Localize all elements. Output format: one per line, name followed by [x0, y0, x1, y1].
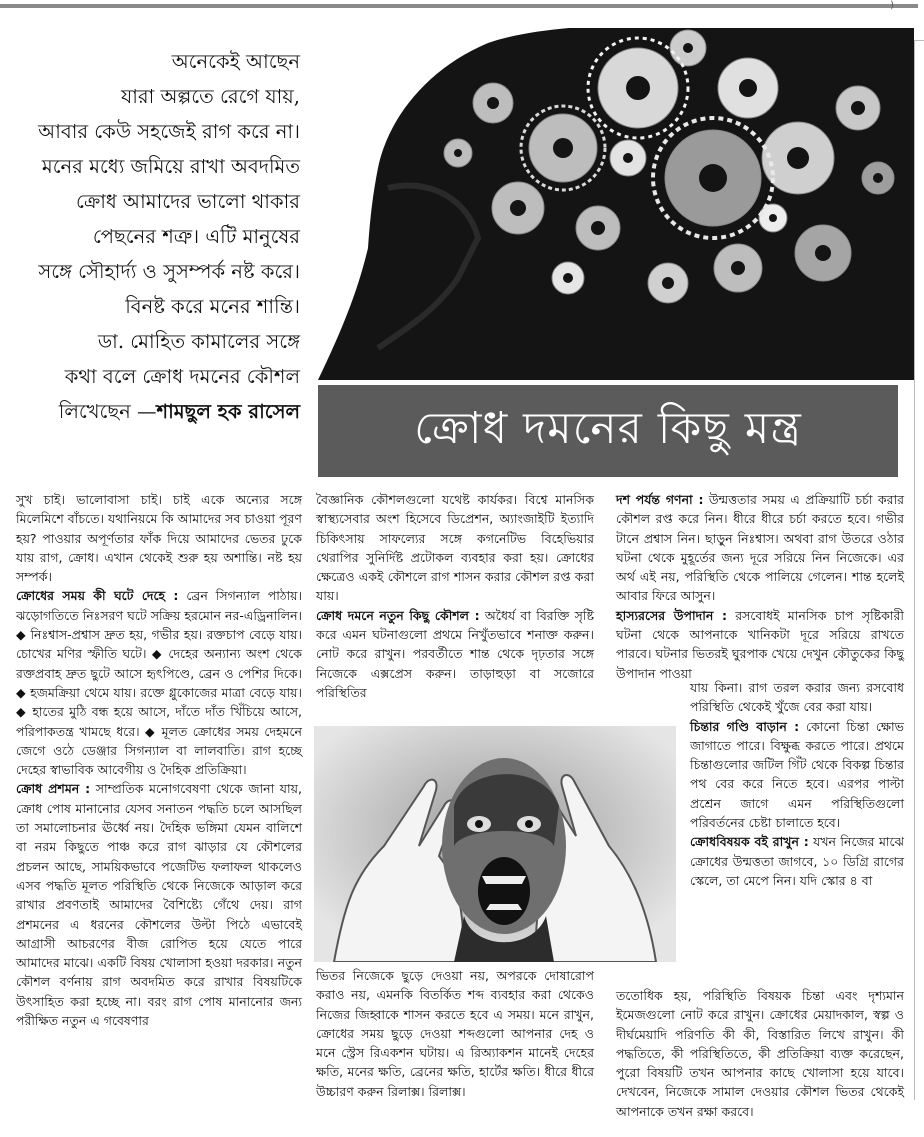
paragraph-text: ব্রেন সিগন্যাল পাঠায়। ঝড়োগতিতে নিঃসরণ ঘটে সক্রিয় হরমোন নর-এড্রিনালিন। ◆ নিঃশ্বাস-প্রশ্বাস দ্রুত হয়, গভীর হয়। রক্তচাপ বেড়ে যায়। চোখের মণির স্ফীতি ঘটে। ◆ দেহের অন্যান্য অংশ থেকে রক্তপ্রবাহ দ্রুত ছুটে আসে হৃৎপিণ্ডে, ব্রেন ও পেশির দিকে। ◆ হজমক্রিয়া থেমে যায়। রক্তে গ্লুকোজের মাত্রা বেড়ে যায়। ◆ হাতের মুঠি বন্ধ হয়ে আসে, দাঁতে দাঁত খিঁচিয়ে আসে, পরিপাকতন্ত্র খামছে ধরে। ◆ মূলত ক্রোধের সময় দেহমনে জেগে ওঠে ডেঞ্জার সিগন্যাল বা লালবাতি। রাগ হচ্ছে দেহের স্বাভাবিক আবেগীয় ও দৈহিক প্রতিক্রিয়া।: [16, 588, 302, 778]
paragraph: [690, 832, 904, 890]
subheading: ক্রোধের সময় কী ঘটে দেহে :: [16, 588, 179, 604]
byline: [18, 394, 300, 429]
paragraph: [690, 717, 904, 833]
paragraph-text: রসবোধই মানসিক চাপ সৃষ্টিকারী ঘটনা থেকে আপনাকে খানিকটা দূরে সরিয়ে রাখতে পারবে। ঘটনার ভিতরই ঘুরপাক খেয়ে দেখুন কৌতুকের কিছু উপাদান পাওয়া: [616, 607, 904, 681]
byline-prefix: লিখেছেন —: [58, 400, 157, 423]
subheading: ক্রোধ দমনে নতুন কিছু কৌশল :: [316, 607, 480, 623]
article-column-2-continued: [316, 966, 594, 1101]
paragraph-text: সাম্প্রতিক মনোগবেষণা থেকে জানা যায়, ক্রোধ পোষ মানানোর যেসব সনাতন পদ্ধতি চলে আসছিল তা সমালোচনার ঊর্ধ্বে নয়। দৈহিক ভঙ্গিমা যেমন বালিশে বা নরম কিছুতে পাঞ্চ করে রাগ ঝাড়ার যে কৌশলের প্রচলন আছে, সাময়িকভাবে পজেটিভ ফলাফল থাকলেও এসব পদ্ধতি মূলত পরিস্থিতি থেকে নিজেকে আড়াল করে রাখার প্রবণতাই আমাদের বৈশিষ্ট্যে গেঁথে দেয়। রাগ প্রশমনের এ ধরনের কৌশলের উল্টা পিঠে এভাবেই আগ্রাসী আচরণের বীজ রোপিত হয়ে যেতে পারে আমাদের মাঝে। একটি বিষয় খোলাসা হওয়া দরকার। নতুন কৌশল বর্ণনায় রাগ অবদমিত করে রাখার বিষয়টিকে উৎসাহিত করা হচ্ছে না। বরং রাগ পোষ মানানোর জন্য পরীক্ষিত নতুন এ গবেষণার: [16, 781, 302, 1029]
headline-title: ক্রোধ দমনের কিছু মন্ত্র: [414, 402, 802, 454]
paragraph: ততোধিক হয়, পরিস্থিতি বিষয়ক চিন্তা এবং দৃশ্যমান ইমেজগুলো নোট করে রাখুন। ক্রোধের মেয়াদকাল, স্বল্প ও দীর্ঘমেয়াদি পরিণতি কী কী, বিস্তারিত লিখে রাখুন। কী পদ্ধতিতে, কী পরিস্থিতিতে, কী প্রতিক্রিয়া ব্যক্ত করেছেন, পুরো বিষয়টি তখন আপনার কাছে খোলাসা হয়ে যাবে। দেখবেন, নিজেকে সামাল দেওয়ার কৌশল ভিতর থেকেই আপনাকে তখন রক্ষা করবে।: [616, 988, 904, 1119]
paragraph: বৈজ্ঞানিক কৌশলগুলো যথেষ্ট কার্যকর। বিশ্বে মানসিক স্বাস্থ্যসেবার অংশ হিসেবে ডিপ্রেশন, অ্যাংজাইটি ইত্যাদি চিকিৎসায় সাফল্যের সঙ্গে কগনেটিভ বিহেভিয়ার থেরাপির সুনির্দিষ্ট প্রটোকল ব্যবহার করা হয়। ক্রোধের ক্ষেত্রেও একই কৌশলে রাগ শাসন করার কৌশল রপ্ত করা যায়।: [316, 492, 594, 604]
paragraph: যায় কিনা। রাগ তরল করার জন্য রসবোধ পরিস্থিতি থেকেই খুঁজে বের করা যায়।: [690, 680, 904, 715]
paragraph-text: উন্মত্ততার সময় এ প্রক্রিয়াটি চর্চা করার কৌশল রপ্ত করে নিন। ধীরে ধীরে চর্চা করতে হবে। গভীর টানে প্রশ্বাস নিন। ছাড়ুন নিঃশ্বাস। অথবা রাগ উতরে ওঠার ঘটনা থেকে মুহূর্তের জন্য দূরে সরিয়ে নিন নিজেকে। এর অর্থ এই নয়, পরিস্থিতি থেকে পালিয়ে গেলেন। শান্ত হলেই আবার ফিরে আসুন।: [616, 492, 904, 604]
intro-line: বিনষ্ট করে মনের শান্তি।: [125, 295, 300, 318]
intro-line: ক্রোধ আমাদের ভালো থাকার: [76, 190, 300, 213]
intro-line: পেছনের শত্রু। এটি মানুষের: [92, 225, 300, 248]
subheading: দশ পর্যন্ত গণনা :: [616, 492, 704, 507]
paragraph-text: কোনো চিন্তা ক্ষোভ জাগাতে পারে। বিক্ষুব্ধ করতে পারে। প্রথমে চিন্তাগুলোর জটিল গিঁট থেকে বিকল্প চিন্তার পথ বের করে নিতে হবে। এরপর পাল্টা প্রশ্রেন জাগে এমন পরিস্থিতিগুলো পরিবর্তনের চেষ্টা চালাতে হবে।: [690, 718, 904, 831]
intro-block: [18, 44, 300, 429]
paragraph: [616, 490, 904, 606]
intro-line: যারা অল্পতে রেগে যায়,: [121, 85, 300, 108]
article-column-1: [16, 490, 302, 1030]
article-column-3-continued: [616, 986, 904, 1121]
byline-author: শামছুল হক রাসেল: [156, 400, 300, 423]
paragraph: [16, 586, 302, 779]
screaming-man-illustration: [314, 726, 676, 962]
right-margin-rule: [914, 40, 915, 1100]
subheading: ক্রোধবিষয়ক বই রাখুন :: [690, 834, 809, 850]
intro-line: মনের মধ্যে জমিয়ে রাখা অবদমিত: [41, 155, 300, 178]
paragraph-text: অধৈর্য বা বিরক্তি সৃষ্টি করে এমন ঘটনাগুলো প্রথমে নিখুঁতভাবে শনাক্ত করুন। নোট করে রাখুন। পরবর্তীতে শান্ত থেকে দৃঢ়তার সঙ্গে নিজেকে এক্সপ্রেস করুন। তাড়াহুড়া বা সজোরে পরিস্থিতির: [316, 607, 594, 700]
right-margin-tick: [914, 40, 924, 41]
article-column-3: [616, 490, 904, 683]
intro-line: কথা বলে ক্রোধ দমনের কৌশল: [64, 365, 300, 388]
intro-line: আবার কেউ সহজেই রাগ করে না।: [38, 120, 300, 143]
paragraph: সুখ চাই। ভালোবাসা চাই। চাই একে অন্যের সঙ্গে মিলেমিশে বাঁচতে। যথানিয়মে কি আমাদের সব চাওয়া পূরণ হয়? পাওয়ার অপূর্ণতার ফাঁক দিয়ে আমাদের ভেতর ঢুকে যায় রাগ, ক্রোধ। এখান থেকেই শুরু হয় অশান্তি। নষ্ট হয় সম্পর্ক।: [16, 492, 302, 585]
intro-line: সঙ্গে সৌহার্দ্য ও সুসম্পর্ক নষ্ট করে।: [38, 260, 300, 283]
top-rule: [0, 4, 918, 8]
headline-banner: [318, 385, 898, 477]
subheading: চিন্তার গণ্ডি বাড়ান :: [690, 718, 800, 734]
paragraph-text: যখন নিজের মাঝে ক্রোধের উন্মত্ততা জাগবে, ১০ ডিগ্রি রাগের স্কেলে, তা মেপে নিন। যদি স্কোর ৪ বা: [690, 834, 904, 888]
article-column-2: [316, 490, 594, 702]
intro-line: ডা. মোহিত কামালের সঙ্গে: [97, 330, 300, 353]
paragraph: ভিতর নিজেকে ছুড়ে দেওয়া নয়, অপরকে দোষারোপ করাও নয়, এমনকি বিতর্কিত শব্দ ব্যবহার করা থেকেও নিজের জিহ্বাকে শাসন করতে হবে এ সময়। মনে রাখুন, ক্রোধের সময় ছুড়ে দেওয়া শব্দগুলো আপনার দেহ ও মনে স্ট্রেস রিএকশন ঘটায়। এ রিঅ্যাকশন মানেই দেহের ক্ষতি, মনের ক্ষতি, ব্রেনের ক্ষতি, হার্টের ক্ষতি। ধীরে ধীরে উচ্চারণ করুন রিলাক্স। রিলাক্স।: [316, 968, 594, 1099]
paragraph: [616, 606, 904, 683]
paragraph: [16, 779, 302, 1030]
subheading: হাস্যরসের উপাদান :: [616, 607, 727, 623]
subheading: ক্রোধ প্রশমন :: [16, 781, 91, 797]
article-column-3-wrap: [690, 678, 904, 890]
paragraph: [316, 606, 594, 702]
gears-brain-illustration: [318, 28, 914, 380]
page-corner-mark: ): [890, 0, 894, 11]
intro-line: অনেকেই আছেন: [171, 50, 300, 73]
